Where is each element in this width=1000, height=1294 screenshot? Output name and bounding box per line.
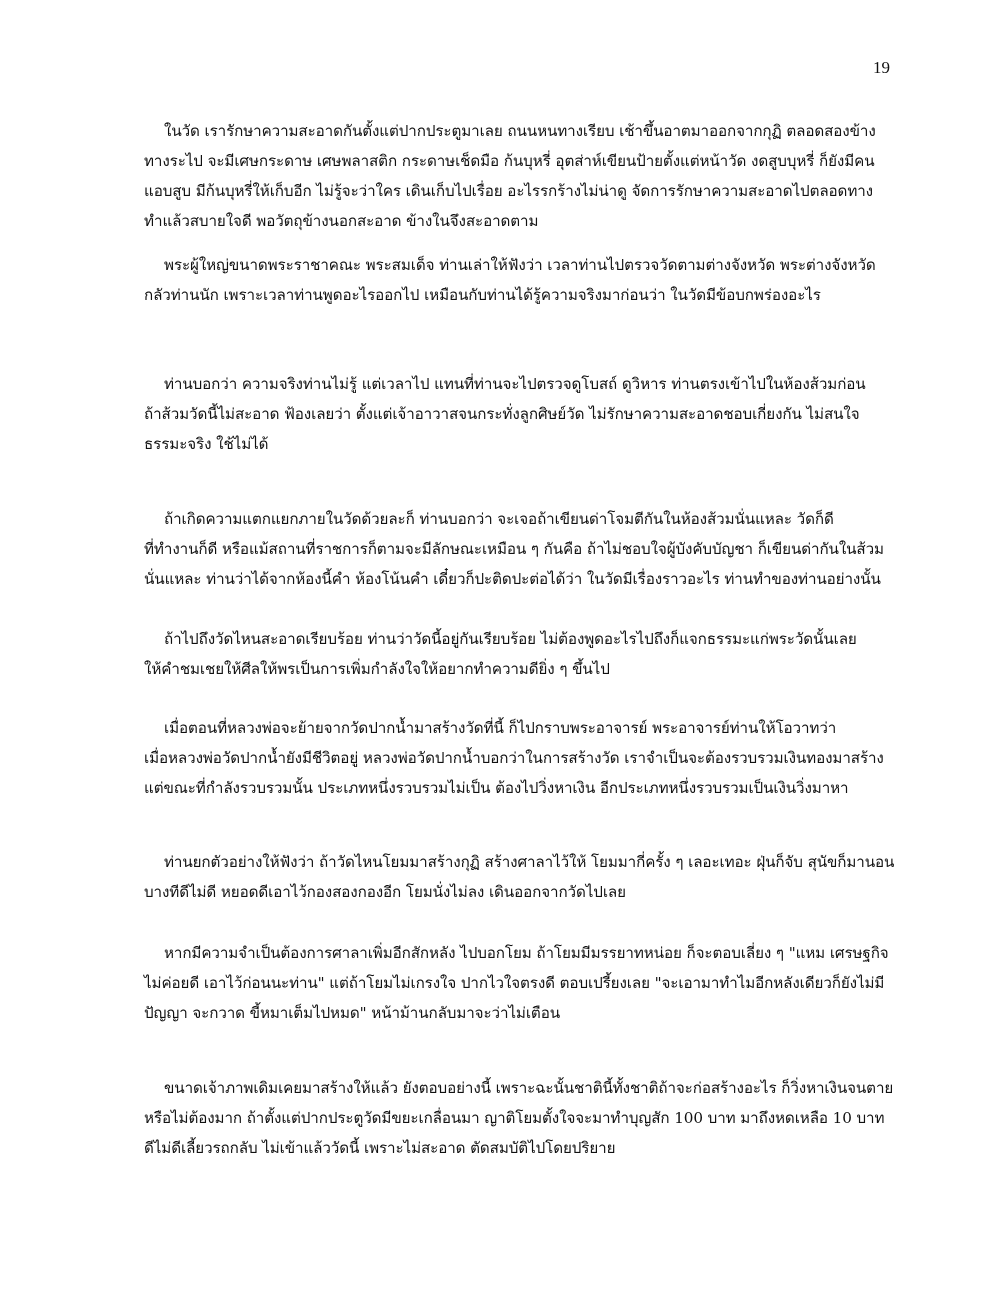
paragraph-9: [144, 1073, 894, 1163]
paragraph-line: เมื่อหลวงพ่อวัดปากน้ำยังมีชีวิตอยู่ หลวงพ่อวัดปากน้ำบอกว่าในการสร้างวัด เราจำเป็นจะต้องรวบรวมเงินทองมาสร้าง: [144, 749, 884, 767]
paragraph-2: [144, 250, 884, 310]
paragraph-line: แอบสูบ มีก้นบุหรี่ให้เก็บอีก ไม่รู้จะว่าใคร เดินเก็บไปเรื่อย อะไรรกร้างไม่น่าดู จัดการรักษาความสะอาดไปตลอดทาง: [144, 182, 873, 200]
paragraph-line: ไม่ค่อยดี เอาไว้ก่อนนะท่าน" แต่ถ้าโยมไม่เกรงใจ ปากไวใจตรงดี ตอบเปรี้ยงเลย "จะเอามาทำไมอีกหลังเดียวก็ยังไม่มี: [144, 974, 885, 992]
paragraph-line: ให้คำชมเชยให้ศีลให้พรเป็นการเพิ่มกำลังใจให้อยากทำความดียิ่ง ๆ ขึ้นไป: [144, 660, 610, 678]
paragraph-1: [144, 116, 884, 236]
paragraph-line: ขนาดเจ้าภาพเดิมเคยมาสร้างให้แล้ว ยังตอบอย่างนี้ เพราะฉะนั้นชาตินี้ทั้งชาติถ้าจะก่อสร้างอะไร ก็วิ่งหาเงินจนตาย: [164, 1079, 894, 1097]
paragraph-line: ดีไม่ดีเลี้ยวรถกลับ ไม่เข้าแล้ววัดนี้ เพราะไม่สะอาด ตัดสมบัติไปโดยปริยาย: [144, 1139, 616, 1157]
paragraph-line: ถ้าส้วมวัดนี้ไม่สะอาด ฟ้องเลยว่า ตั้งแต่เจ้าอาวาสจนกระทั่งลูกศิษย์วัด ไม่รักษาความสะอาดชอบเกี่ยงกัน ไม่สนใจ: [144, 405, 860, 423]
paragraph-line: ท่านยกตัวอย่างให้ฟังว่า ถ้าวัดไหนโยมมาสร้างกุฏิ สร้างศาลาไว้ให้ โยมมากี่ครั้ง ๆ เลอะเทอะ ฝุ่นก็จับ สุนัขก็มานอน: [164, 853, 895, 871]
paragraph-line: บางทีดีไม่ดี หยอดดีเอาไว้กองสองกองอีก โยมนั่งไม่ลง เดินออกจากวัดไปเลย: [144, 883, 626, 901]
paragraph-line: นั่นแหละ ท่านว่าได้จากห้องนี้คำ ห้องโน้นคำ เดี๋ยวก็ปะติดปะต่อได้ว่า ในวัดมีเรื่องราวอะไร ท่านทำของท่านอย่างนั้น: [144, 570, 881, 588]
paragraph-line: ธรรมะจริง ใช้ไม่ได้: [144, 435, 269, 453]
paragraph-line: ปัญญา จะกวาด ขี้หมาเต็มไปหมด" หน้าม้านกลับมาจะว่าไม่เตือน: [144, 1004, 560, 1022]
paragraph-line: ทำแล้วสบายใจดี พอวัตถุข้างนอกสะอาด ข้างในจึงสะอาดตาม: [144, 212, 539, 230]
paragraph-3: [144, 369, 884, 459]
paragraph-line: หากมีความจำเป็นต้องการศาลาเพิ่มอีกสักหลัง ไปบอกโยม ถ้าโยมมีมรรยาทหน่อย ก็จะตอบเลี่ยง ๆ "แหม เศรษฐกิจ: [164, 944, 889, 962]
paragraph-line: ท่านบอกว่า ความจริงท่านไม่รู้ แต่เวลาไป แทนที่ท่านจะไปตรวจดูโบสถ์ ดูวิหาร ท่านตรงเข้าไปในห้องส้วมก่อน: [164, 375, 866, 393]
paragraph-7: [144, 847, 895, 907]
paragraph-5: [144, 624, 884, 684]
paragraph-8: [144, 938, 889, 1028]
paragraph-line: ถ้าเกิดความแตกแยกภายในวัดด้วยละก็ ท่านบอกว่า จะเจอถ้าเขียนด่าโจมตีกันในห้องส้วมนั่นแหละ วัดก็ดี: [164, 510, 834, 528]
paragraph-line: กลัวท่านนัก เพราะเวลาท่านพูดอะไรออกไป เหมือนกับท่านได้รู้ความจริงมาก่อนว่า ในวัดมีข้อบกพร่องอะไร: [144, 286, 821, 304]
paragraph-4: [144, 504, 884, 594]
paragraph-line: ที่ทำงานก็ดี หรือแม้สถานที่ราชการก็ตามจะมีลักษณะเหมือน ๆ กันคือ ถ้าไม่ชอบใจผู้บังคับบัญชา ก็เขียนด่ากันในส้วม: [144, 540, 884, 558]
paragraph-line: แต่ขณะที่กำลังรวบรวมนั้น ประเภทหนึ่งรวบรวมไม่เป็น ต้องไปวิ่งหาเงิน อีกประเภทหนึ่งรวบรวมเป็นเงินวิ่งมาหา: [144, 779, 849, 797]
paragraph-line: พระผู้ใหญ่ขนาดพระราชาคณะ พระสมเด็จ ท่านเล่าให้ฟังว่า เวลาท่านไปตรวจวัดตามต่างจังหวัด พระต่างจังหวัด: [164, 256, 876, 274]
paragraph-6: [144, 713, 884, 803]
paragraph-line: ถ้าไปถึงวัดไหนสะอาดเรียบร้อย ท่านว่าวัดนี้อยู่กันเรียบร้อย ไม่ต้องพูดอะไรไปถึงก็แจกธรรมะแก่พระวัดนั้นเลย: [164, 630, 857, 648]
page-number: 19: [873, 58, 890, 77]
paragraph-line: หรือไม่ต้องมาก ถ้าตั้งแต่ปากประตูวัดมีขยะเกลื่อนมา ญาติโยมตั้งใจจะมาทำบุญสัก 100 บาท มาถึงหดเหลือ 10 บาท: [144, 1109, 885, 1127]
paragraph-line: ในวัด เรารักษาความสะอาดกันตั้งแต่ปากประตูมาเลย ถนนหนทางเรียบ เช้าขึ้นอาตมาออกจากกุฏิ ตลอดสองข้าง: [164, 122, 876, 140]
paragraph-line: เมื่อตอนที่หลวงพ่อจะย้ายจากวัดปากน้ำมาสร้างวัดที่นี้ ก็ไปกราบพระอาจารย์ พระอาจารย์ท่านให้โอวาทว่า: [164, 719, 837, 737]
paragraph-line: ทางระไป จะมีเศษกระดาษ เศษพลาสติก กระดาษเช็ดมือ ก้นบุหรี่ อุตส่าห์เขียนป้ายตั้งแต่หน้าวัด งดสูบบุหรี่ ก็ยังมีคน: [144, 152, 875, 170]
